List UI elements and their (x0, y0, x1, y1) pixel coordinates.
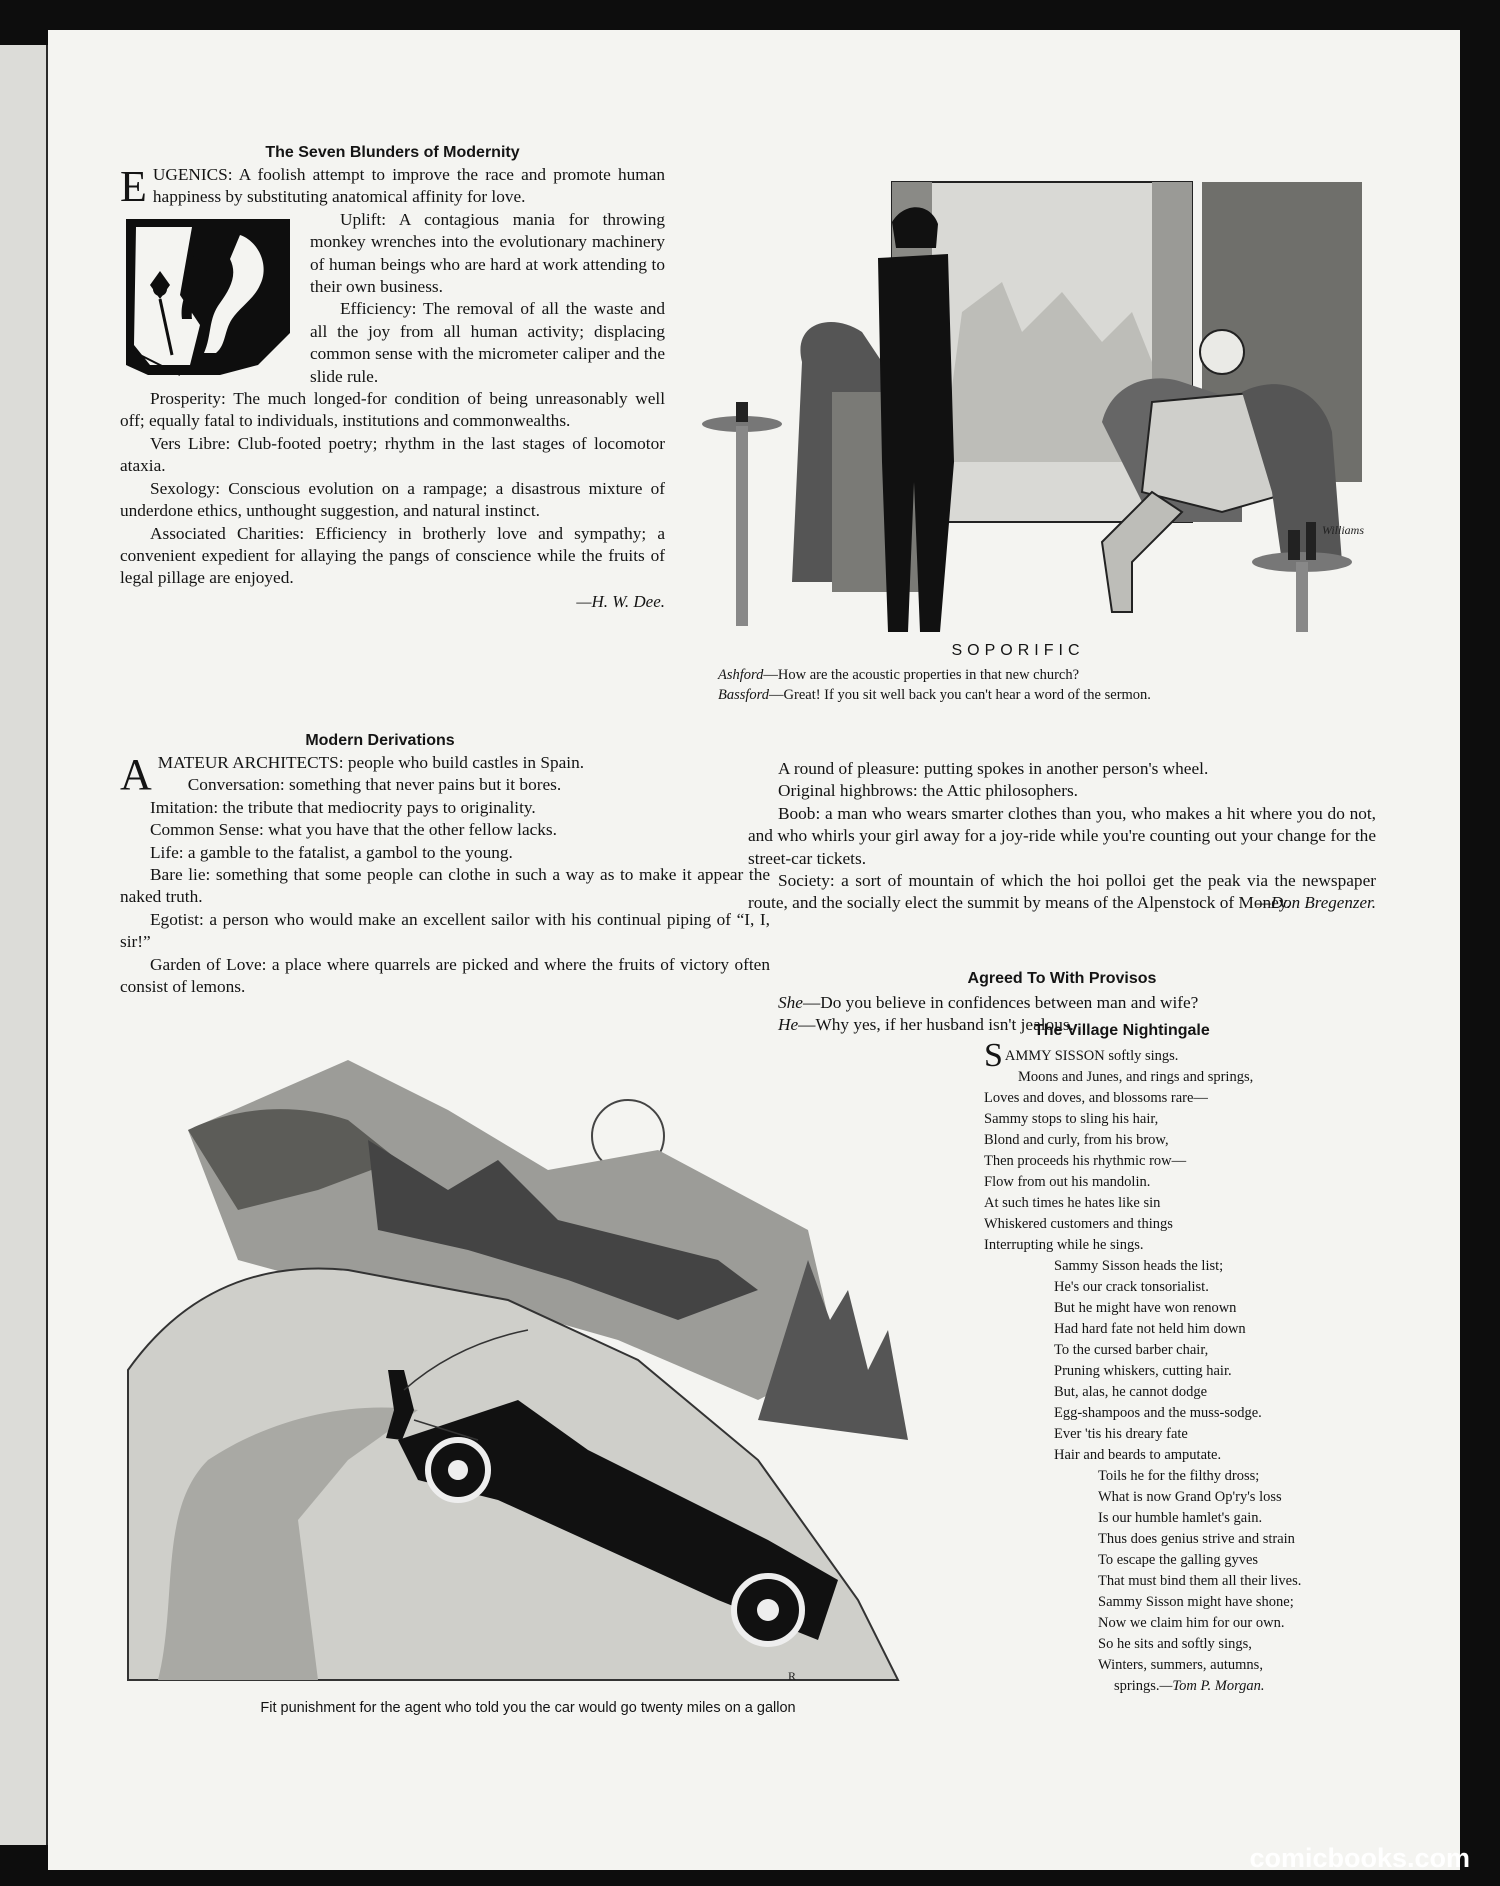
artist-signature: Williams (1322, 523, 1365, 537)
poem-line: Winters, summers, autumns, (1098, 1657, 1263, 1673)
poem-line: But, alas, he cannot dodge (1054, 1384, 1208, 1400)
speaker-name: Ashford (718, 667, 764, 683)
lead-text: UGENICS: A foolish attempt to improve the race and promote human happiness by substituting anatomical affinity for love. (152, 165, 665, 207)
poem-line: Now we claim him for our own. (1098, 1615, 1285, 1631)
poem-village-nightingale (984, 1022, 1444, 1697)
adjacent-page-edge (0, 45, 48, 1845)
poem-line: Had hard fate not held him down (1054, 1321, 1246, 1337)
poem-line: Interrupting while he sings. (984, 1237, 1144, 1253)
caption-text: —Great! If you sit well back you can't hear a word of the sermon. (769, 687, 1151, 703)
poem-stanza (984, 1466, 1444, 1697)
author-signature: —H. W. Dee. (576, 591, 665, 611)
poem-line: Whiskered customers and things (984, 1216, 1173, 1232)
article-paragraph: A round of pleasure: putting spokes in another person's wheel. (778, 759, 1209, 778)
soporific-cartoon (682, 162, 1382, 642)
dialogue-line (748, 992, 1376, 1014)
dialogue-text: —Do you believe in confidences between man and wife? (802, 993, 1199, 1012)
poem-line: What is now Grand Op'ry's loss (1098, 1489, 1282, 1505)
poem-line (1098, 1676, 1444, 1697)
poem-line: So he sits and softly sings, (1098, 1636, 1252, 1652)
poem-line: He's our crack tonsorialist. (1054, 1279, 1209, 1295)
site-watermark: comicbooks.com (1249, 1843, 1470, 1873)
poem-line: Blond and curly, from his brow, (984, 1132, 1169, 1148)
article-paragraph: Common Sense: what you have that the other fellow lacks. (150, 820, 557, 840)
poem-line: Is our humble hamlet's gain. (1098, 1510, 1263, 1526)
poem-line (984, 1037, 1444, 1074)
article-paragraph: Uplift: A contagious mania for throwing monkey wrenches into the evolutionary machinery of human beings who are hard at work attending to their own business. (310, 209, 665, 297)
poem-line: That must bind them all their lives. (1098, 1573, 1302, 1589)
cartoon-title: SOPORIFIC (951, 642, 1085, 659)
poem-line: Thus does genius strive and strain (1098, 1531, 1295, 1547)
article-paragraph: Conversation: something that never pains but it bores. (187, 775, 562, 795)
poem-line: To escape the galling gyves (1098, 1552, 1259, 1568)
speaker-name: Bassford (718, 687, 770, 703)
poem-line: At such times he hates like sin (984, 1195, 1161, 1211)
poem-line: Ever 'tis his dreary fate (1054, 1426, 1188, 1442)
svg-text:R: R (788, 1669, 797, 1683)
article-paragraph: Efficiency: The removal of all the waste and all the joy from all human activity; displacing common sense with the micrometer caliper and the slide rule. (310, 299, 665, 386)
poem-line: Then proceeds his rhythmic row— (984, 1153, 1187, 1169)
caption-text: —How are the acoustic properties in that new church? (763, 667, 1080, 683)
poem-line: Sammy Sisson might have shone; (1098, 1594, 1294, 1610)
poem-line: Egg-shampoos and the muss-sodge. (1054, 1405, 1262, 1421)
poem-text: AMMY SISSON softly sings. (1004, 1048, 1179, 1064)
speaker-name: She (778, 993, 803, 1012)
lead-text: MATEUR ARCHITECTS: people who build castles in Spain. (157, 753, 585, 772)
drop-cap: E (120, 162, 147, 211)
poem-line: Flow from out his mandolin. (984, 1174, 1151, 1190)
poem-title: The Village Nightingale (1034, 1022, 1210, 1039)
magazine-page (48, 30, 1460, 1870)
article-modern-derivations-right (748, 758, 1376, 913)
poem-line: To the cursed barber chair, (1054, 1342, 1209, 1358)
article-lead (120, 164, 665, 209)
kissing-couple-illustration (120, 215, 296, 379)
caption-line (718, 685, 1428, 705)
article-paragraph: Imitation: the tribute that mediocrity pays to originality. (150, 797, 536, 817)
article-title: The Seven Blunders of Modernity (265, 144, 520, 161)
drop-cap: S (984, 1037, 1003, 1074)
poem-line: Moons and Junes, and rings and springs, (1018, 1069, 1254, 1085)
author-signature: —Don Bregenzer. (1255, 892, 1376, 912)
article-modern-derivations (120, 732, 770, 998)
caption-line (718, 665, 1428, 685)
poem-line: Pruning whiskers, cutting hair. (1054, 1363, 1232, 1379)
article-paragraph: Associated Charities: Efficiency in brotherly love and sympathy; a convenient expedient for allaying the pangs of conscience while the fruits of legal pillage are enjoyed. (120, 523, 665, 588)
article-paragraph: Garden of Love: a place where quarrels are picked and where the fruits of victory often consist of lemons. (120, 954, 770, 997)
article-title: Agreed To With Provisos (967, 970, 1157, 987)
article-paragraph: Boob: a man who wears smarter clothes than you, who makes a hit where you do not, and who whirls your girl away for a joy-ride while you're counting out your change for the street-car tickets. (748, 803, 1376, 868)
article-paragraph: Society: a sort of mountain of which the hoi polloi get the peak via the newspaper route, and the socially elect the summit by means of the Alpenstock of Money. (748, 871, 1376, 913)
poem-stanza (984, 1037, 1444, 1256)
poem-line: Hair and beards to amputate. (1054, 1447, 1222, 1463)
poem-stanza (984, 1256, 1444, 1466)
article-paragraph: Sexology: Conscious evolution on a rampage; a disastrous mixture of underdone ethics, unthought suggestion, and natural instinct. (120, 478, 665, 521)
poem-text: springs. (1114, 1678, 1160, 1694)
poem-line: But he might have won renown (1054, 1300, 1237, 1316)
dialogue-text: —Why yes, if her husband isn't jealous. (798, 1015, 1074, 1035)
article-title: Modern Derivations (305, 732, 455, 749)
article-paragraph: Egotist: a person who would make an excellent sailor with his continual piping of “I, I, sir!” (120, 909, 770, 952)
drop-cap: A (120, 750, 152, 799)
article-paragraph: Vers Libre: Club-footed poetry; rhythm in the last stages of locomotor ataxia. (120, 433, 665, 476)
car-cartoon-caption: Fit punishment for the agent who told you the car would go twenty miles on a gallon (260, 1700, 796, 1716)
poem-line: Toils he for the filthy dross; (1098, 1468, 1260, 1484)
author-signature: —Tom P. Morgan. (1159, 1678, 1265, 1694)
article-paragraph: Life: a gamble to the fatalist, a gambol to the young. (150, 842, 513, 862)
article-seven-blunders (120, 144, 665, 612)
poem-line: Sammy Sisson heads the list; (1054, 1258, 1224, 1274)
car-cartoon (118, 1037, 1018, 1690)
article-paragraph: Bare lie: something that some people can clothe in such a way as to make it appear the naked truth. (120, 865, 770, 907)
article-paragraph: Prosperity: The much longed-for condition of being unreasonably well off; equally fatal to individuals, institutions and commonwealths. (120, 389, 665, 431)
poem-line: Sammy stops to sling his hair, (984, 1111, 1159, 1127)
speaker-name: He (778, 1015, 799, 1035)
cartoon-caption (718, 665, 1428, 705)
article-paragraph: Original highbrows: the Attic philosophers. (778, 781, 1078, 801)
poem-line: Loves and doves, and blossoms rare— (984, 1090, 1208, 1106)
